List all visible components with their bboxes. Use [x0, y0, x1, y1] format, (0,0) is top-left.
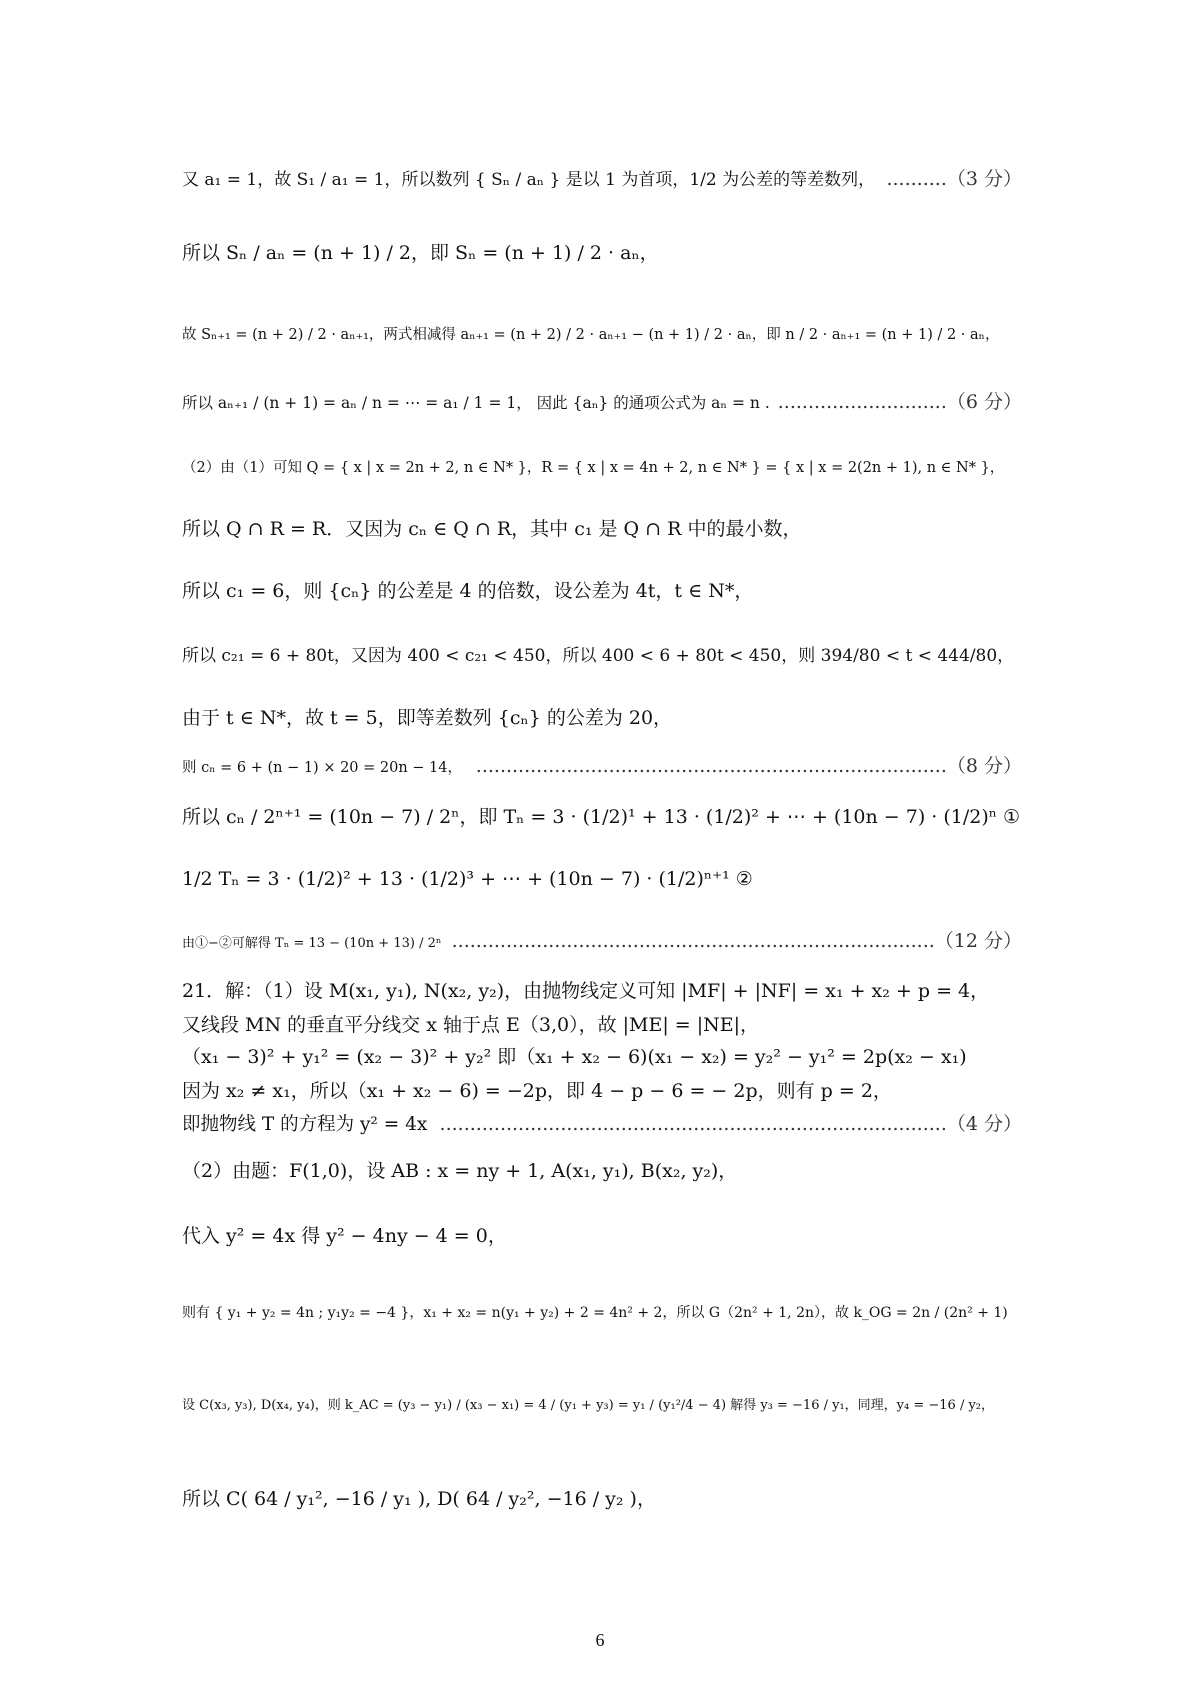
score-marker: ............................（6 分）: [777, 391, 1022, 413]
line-text: 则 cₙ = 6 + (n − 1) × 20 = 20n − 14，: [182, 760, 463, 776]
line-text: 则有 { y₁ + y₂ = 4n ; y₁y₂ = −4 }，x₁ + x₂ = n(y₁ + y₂) + 2 = 4n² + 2，所以 G（2n² + 1, 2n），故 k_OG = 2n / (2n² + 1): [182, 1305, 1008, 1321]
line-text: 即抛物线 T 的方程为 y² = 4x: [182, 1114, 428, 1135]
score-marker: ..........（3 分）: [886, 168, 1022, 190]
line-text: 由①−②可解得 Tₙ = 13 − (10n + 13) / 2ⁿ: [182, 936, 442, 951]
text-line: [182, 868, 1022, 891]
text-line: [182, 1113, 1022, 1136]
text-line: [182, 930, 1022, 953]
text-line: [182, 1080, 1022, 1103]
score-marker: ....................................................................................（4 分）: [439, 1113, 1022, 1135]
text-line: [182, 242, 1022, 265]
text-line: [182, 707, 1022, 730]
text-line: [182, 1225, 1022, 1248]
text-line: [182, 322, 1022, 345]
text-line: [182, 806, 1022, 829]
line-text: 所以 aₙ₊₁ / (n + 1) = aₙ / n = ⋯ = a₁ / 1 = 1， 因此 {aₙ} 的通项公式为 aₙ = n .: [182, 394, 770, 412]
text-line: [182, 1160, 1022, 1183]
line-text: 所以 c₂₁ = 6 + 80t，又因为 400 < c₂₁ < 450，所以 400 < 6 + 80t < 450，则 394/80 < t < 444/80，: [182, 646, 1015, 666]
line-text: 所以 Sₙ / aₙ = (n + 1) / 2，即 Sₙ = (n + 1) / 2 · aₙ，: [182, 242, 659, 264]
line-text: 所以 C( 64 / y₁², −16 / y₁ ), D( 64 / y₂², −16 / y₂ )，: [182, 1488, 656, 1510]
text-line: [182, 644, 1022, 667]
text-line: [182, 391, 1022, 414]
line-text: （2）由题：F(1,0)，设 AB : x = ny + 1, A(x₁, y₁), B(x₂, y₂)，: [182, 1160, 738, 1182]
line-text: （2）由（1）可知 Q = { x | x = 2n + 2, n ∈ N* }，R = { x | x = 4n + 2, n ∈ N* } = { x | x = 2(2n + 1), n ∈ N* }，: [182, 460, 1005, 476]
text-line: [182, 580, 1022, 603]
score-marker: ..............................................................................（8 分）: [475, 755, 1022, 777]
text-line: [182, 1046, 1022, 1069]
text-line: [182, 1014, 1022, 1037]
text-line: [182, 455, 1022, 478]
line-text: 设 C(x₃, y₃), D(x₄, y₄)，则 k_AC = (y₃ − y₁) / (x₃ − x₁) = 4 / (y₁ + y₃) = y₁ / (y₁²/4 − 4) 解得 y₃ = −16 / y₁，同理，y₄ = −16 / y₂，: [182, 1398, 995, 1413]
line-text: 因为 x₂ ≠ x₁，所以（x₁ + x₂ − 6) = −2p，即 4 − p − 6 = − 2p，则有 p = 2，: [182, 1080, 892, 1102]
line-text: 所以 cₙ / 2ⁿ⁺¹ = (10n − 7) / 2ⁿ，即 Tₙ = 3 · (1/2)¹ + 13 · (1/2)² + ⋯ + (10n − 7) · (1/2)ⁿ ①: [182, 806, 1021, 828]
text-line: [182, 1300, 1022, 1323]
line-text: 1/2 Tₙ = 3 · (1/2)² + 13 · (1/2)³ + ⋯ + (10n − 7) · (1/2)ⁿ⁺¹ ②: [182, 868, 753, 890]
page-number: 6: [595, 1630, 605, 1650]
line-text: 故 Sₙ₊₁ = (n + 2) / 2 · aₙ₊₁，两式相减得 aₙ₊₁ = (n + 2) / 2 · aₙ₊₁ − (n + 1) / 2 · aₙ，即 n / 2 · aₙ₊₁ = (n + 1) / 2 · aₙ，: [182, 327, 1000, 343]
text-line: [182, 1488, 1022, 1511]
score-marker: ................................................................................（12 分）: [451, 930, 1022, 952]
text-line: [182, 755, 1022, 778]
line-text: 21．解：（1）设 M(x₁, y₁), N(x₂, y₂)，由抛物线定义可知 |MF| + |NF| = x₁ + x₂ + p = 4，: [182, 980, 990, 1002]
line-text: 代入 y² = 4x 得 y² − 4ny − 4 = 0，: [182, 1225, 507, 1247]
question-21-header: [182, 980, 1022, 1003]
line-text: 所以 c₁ = 6，则 {cₙ} 的公差是 4 的倍数，设公差为 4t，t ∈ N*，: [182, 580, 754, 602]
line-text: （x₁ − 3)² + y₁² = (x₂ − 3)² + y₂² 即（x₁ + x₂ − 6)(x₁ − x₂) = y₂² − y₁² = 2p(x₂ − x₁): [182, 1046, 967, 1068]
line-text: 所以 Q ∩ R = R．又因为 cₙ ∈ Q ∩ R，其中 c₁ 是 Q ∩ R 中的最小数，: [182, 518, 802, 540]
text-line: [182, 168, 1022, 191]
line-text: 由于 t ∈ N*，故 t = 5，即等差数列 {cₙ} 的公差为 20，: [182, 707, 673, 729]
text-line: [182, 518, 1022, 541]
line-text: 又 a₁ = 1，故 S₁ / a₁ = 1，所以数列 { Sₙ / aₙ } 是以 1 为首项，1/2 为公差的等差数列，: [182, 170, 876, 190]
line-text: 又线段 MN 的垂直平分线交 x 轴于点 E（3,0），故 |ME| = |NE|，: [182, 1014, 760, 1036]
text-line: [182, 1392, 1022, 1415]
